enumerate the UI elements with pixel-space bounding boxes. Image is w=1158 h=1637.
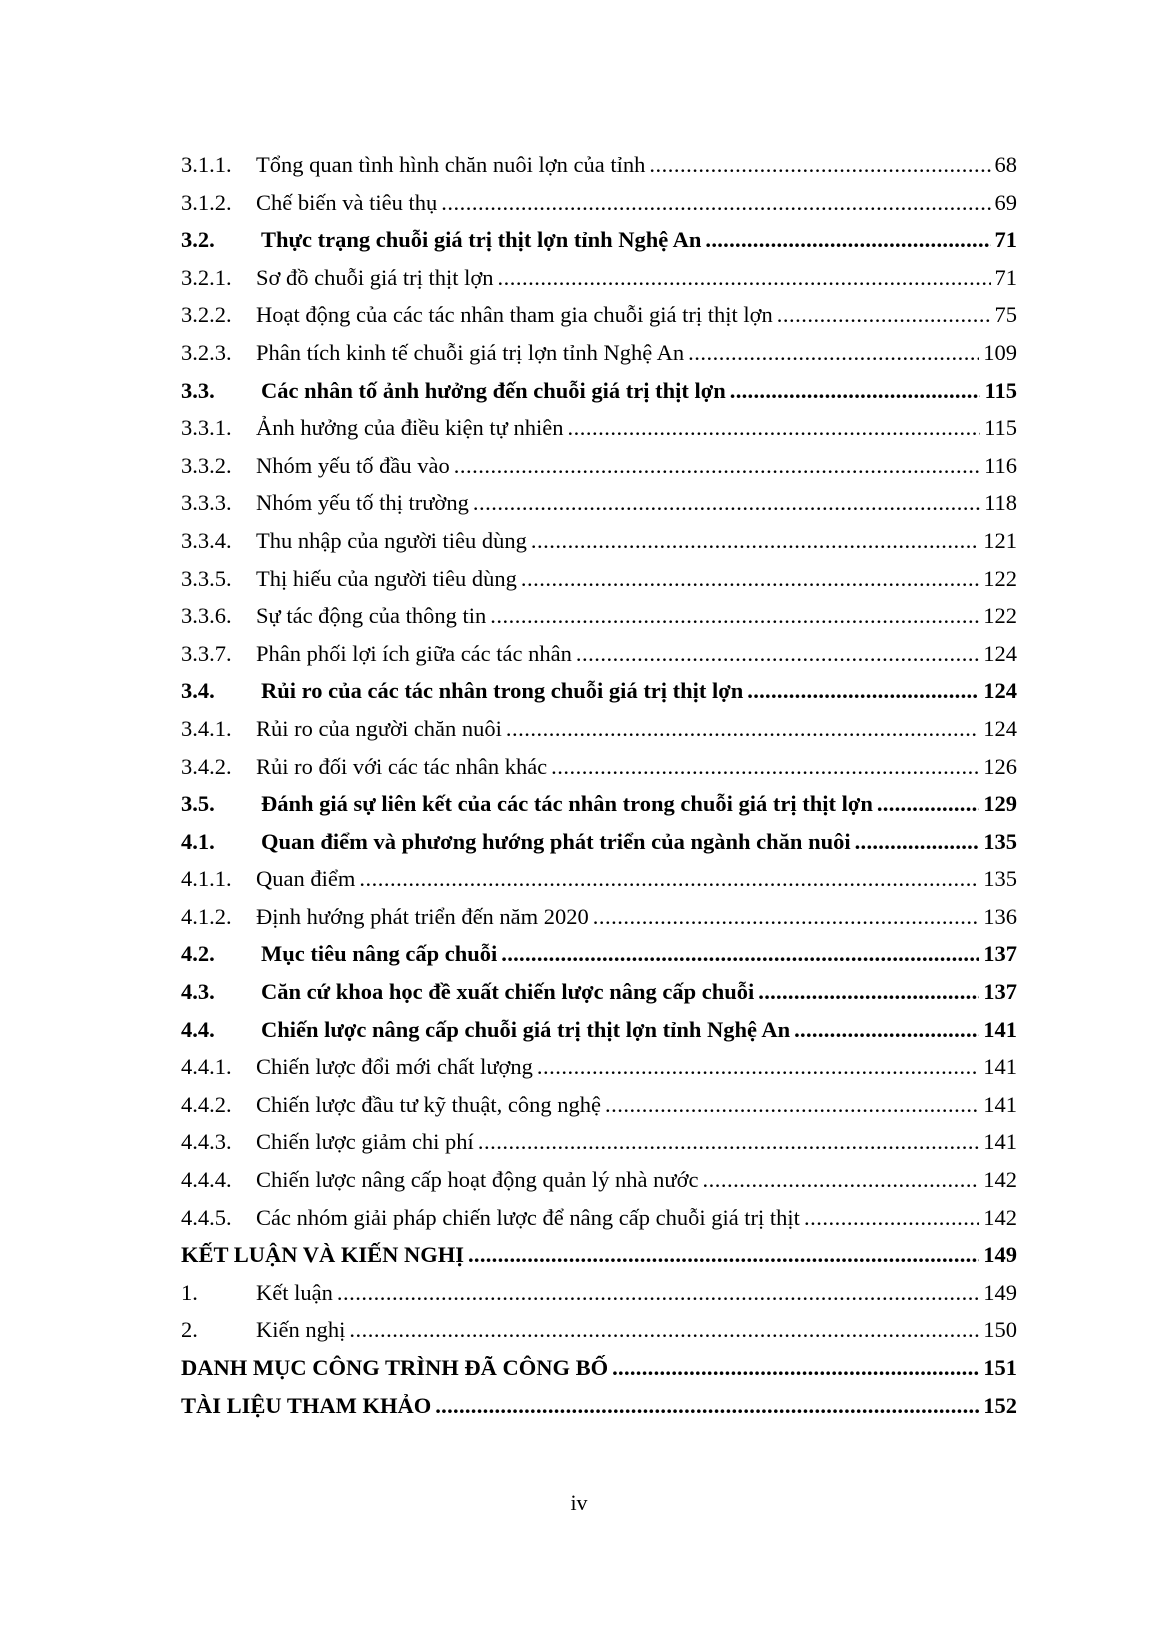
toc-entry-title: Sự tác động của thông tin	[256, 603, 487, 629]
toc-entry-number: 2.	[181, 1317, 198, 1343]
toc-entry-title: DANH MỤC CÔNG TRÌNH ĐÃ CÔNG BỐ	[181, 1355, 609, 1380]
toc-entry-title: Đánh giá sự liên kết của các tác nhân trong chuỗi giá trị thịt lợn	[261, 791, 873, 817]
toc-entry-number: 3.3.5.	[181, 565, 232, 591]
toc-entry[interactable]	[181, 484, 1017, 522]
toc-entry[interactable]	[181, 935, 1017, 973]
dot-leader	[521, 560, 979, 598]
dot-leader	[490, 597, 979, 635]
dot-leader	[688, 334, 979, 372]
dot-leader	[605, 1086, 979, 1124]
toc-entry-title: Phân tích kinh tế chuỗi giá trị lợn tỉnh Nghệ An	[256, 339, 685, 365]
dot-leader	[441, 184, 990, 222]
dot-leader	[855, 823, 980, 861]
toc-entry-page: 126	[983, 753, 1017, 779]
toc-entry-number: 3.3.2.	[181, 452, 232, 478]
toc-entry-title: Sơ đồ chuỗi giá trị thịt lợn	[256, 264, 494, 290]
toc-entry-title: Các nhóm giải pháp chiến lược để nâng cấp chuỗi giá trị thịt	[256, 1204, 800, 1230]
toc-entry-title: KẾT LUẬN VÀ KIẾN NGHỊ	[181, 1242, 464, 1268]
toc-entry-page: 149	[983, 1279, 1017, 1305]
toc-entry-number: 4.4.3.	[181, 1129, 232, 1155]
dot-leader	[478, 1123, 979, 1161]
toc-entry-number: 3.3.4.	[181, 527, 232, 553]
toc-entry-number: 1.	[181, 1279, 198, 1305]
toc-entry-number: 4.1.	[181, 828, 215, 854]
toc-entry-title: Chế biến và tiêu thụ	[256, 189, 438, 215]
toc-entry-page: 142	[983, 1204, 1017, 1230]
toc-entry[interactable]	[181, 221, 1017, 259]
toc-entry[interactable]	[181, 973, 1017, 1011]
toc-entry-page: 118	[984, 490, 1017, 516]
toc-entry[interactable]	[181, 898, 1017, 936]
toc-entry[interactable]	[181, 860, 1017, 898]
dot-leader	[537, 1048, 979, 1086]
toc-entry[interactable]	[181, 1236, 1017, 1274]
dot-leader	[730, 372, 981, 410]
toc-entry-page: 109	[983, 339, 1017, 365]
toc-entry-title: Rủi ro của người chăn nuôi	[256, 715, 502, 741]
toc-entry[interactable]	[181, 409, 1017, 447]
toc-entry-title: Mục tiêu nâng cấp chuỗi	[261, 941, 498, 967]
toc-entry-number: 4.3.	[181, 979, 215, 1005]
dot-leader	[454, 447, 980, 485]
toc-entry-page: 135	[983, 828, 1017, 854]
toc-entry-title: Chiến lược đổi mới chất lượng	[256, 1054, 533, 1080]
toc-entry-number: 4.2.	[181, 941, 215, 967]
page-number: iv	[570, 1490, 588, 1515]
toc-entry-number: 3.1.1.	[181, 152, 232, 177]
toc-entry-page: 141	[983, 1016, 1017, 1042]
toc-entry[interactable]	[181, 146, 1017, 184]
toc-entry-number: 3.1.2.	[181, 189, 232, 215]
toc-entry-number: 3.4.2.	[181, 753, 232, 779]
dot-leader	[498, 259, 991, 297]
toc-entry[interactable]	[181, 1387, 1017, 1425]
toc-entry-title: Kết luận	[256, 1279, 333, 1305]
toc-entry[interactable]	[181, 1086, 1017, 1124]
toc-entry[interactable]	[181, 1048, 1017, 1086]
toc-entry-number: 3.3.1.	[181, 415, 232, 441]
toc-entry-title: Ảnh hưởng của điều kiện tự nhiên	[256, 415, 564, 441]
dot-leader	[551, 748, 979, 786]
toc-entry-title: Căn cứ khoa học đề xuất chiến lược nâng cấp chuỗi	[261, 979, 755, 1005]
toc-entry-page: 68	[994, 152, 1017, 177]
toc-entry[interactable]	[181, 259, 1017, 297]
dot-leader	[501, 935, 979, 973]
dot-leader	[531, 522, 979, 560]
toc-entry-title: Các nhân tố ảnh hưởng đến chuỗi giá trị thịt lợn	[261, 377, 726, 403]
toc-entry-number: 4.1.2.	[181, 903, 232, 929]
toc-entry[interactable]	[181, 372, 1017, 410]
toc-entry[interactable]	[181, 710, 1017, 748]
toc-entry-title: Rủi ro của các tác nhân trong chuỗi giá trị thịt lợn	[261, 678, 744, 704]
dot-leader	[702, 1161, 979, 1199]
dot-leader	[468, 1236, 979, 1274]
toc-entry[interactable]	[181, 1199, 1017, 1237]
dot-leader	[877, 785, 979, 823]
toc-entry-page: 71	[994, 264, 1017, 290]
dot-leader	[758, 973, 979, 1011]
toc-entry[interactable]	[181, 672, 1017, 710]
toc-entry-title: Rủi ro đối với các tác nhân khác	[256, 753, 548, 779]
dot-leader	[567, 409, 980, 447]
toc-entry[interactable]	[181, 296, 1017, 334]
toc-entry-number: 3.3.7.	[181, 640, 232, 666]
toc-entry-page: 129	[983, 791, 1017, 817]
toc-entry-page: 116	[984, 452, 1017, 478]
toc-entry-page: 150	[983, 1317, 1017, 1343]
toc-entry-title: Chiến lược nâng cấp hoạt động quản lý nhà nước	[256, 1167, 699, 1193]
dot-leader	[649, 146, 990, 184]
toc-entry-page: 71	[994, 227, 1017, 253]
toc-entry[interactable]	[181, 785, 1017, 823]
toc-entry-title: Định hướng phát triển đến năm 2020	[256, 903, 589, 929]
toc-entry-number: 3.2.1.	[181, 264, 232, 290]
toc-entry-number: 3.5.	[181, 791, 215, 817]
toc-entry[interactable]	[181, 1011, 1017, 1049]
toc-entry-title: Hoạt động của các tác nhân tham gia chuỗi giá trị thịt lợn	[256, 302, 773, 328]
toc-entry-page: 115	[984, 377, 1017, 403]
toc-entry-page: 137	[983, 941, 1017, 967]
toc-entry-title: Nhóm yếu tố thị trường	[256, 490, 469, 516]
toc-entry-title: Tổng quan tình hình chăn nuôi lợn của tỉnh	[256, 152, 646, 177]
toc-entry-page: 115	[984, 415, 1017, 441]
toc-entry-number: 3.3.	[181, 377, 215, 403]
dot-leader	[804, 1199, 979, 1237]
dot-leader	[435, 1387, 979, 1425]
dot-leader	[593, 898, 979, 936]
dot-leader	[612, 1349, 979, 1387]
toc-entry-page: 124	[983, 640, 1017, 666]
toc-entry[interactable]	[181, 560, 1017, 598]
toc-entry-number: 3.4.1.	[181, 715, 232, 741]
toc-entry-title: Quan điểm	[256, 866, 356, 892]
dot-leader	[506, 710, 979, 748]
dot-leader	[747, 672, 979, 710]
toc-entry-title: Quan điểm và phương hướng phát triển của ngành chăn nuôi	[261, 828, 851, 854]
dot-leader	[794, 1011, 979, 1049]
toc-entry-page: 141	[983, 1091, 1017, 1117]
toc-entry-number: 4.4.2.	[181, 1091, 232, 1117]
toc-entry-page: 141	[983, 1129, 1017, 1155]
toc-entry-number: 3.2.2.	[181, 302, 232, 328]
toc-entry-title: Nhóm yếu tố đầu vào	[256, 452, 450, 478]
toc-entry-page: 124	[983, 678, 1017, 704]
dot-leader	[359, 860, 979, 898]
toc-entry[interactable]	[181, 1123, 1017, 1161]
toc-entry-page: 152	[983, 1392, 1017, 1418]
toc-entry-title: Chiến lược đầu tư kỹ thuật, công nghệ	[256, 1091, 601, 1117]
toc-entry[interactable]	[181, 823, 1017, 861]
toc-entry-page: 151	[983, 1355, 1017, 1380]
toc-entry-page: 141	[983, 1054, 1017, 1080]
toc-entry-page: 137	[983, 979, 1017, 1005]
toc-entry-title: Kiến nghị	[256, 1317, 346, 1343]
toc-entry-page: 69	[994, 189, 1017, 215]
toc-entry-number: 4.4.	[181, 1016, 215, 1042]
toc-entry-number: 4.4.5.	[181, 1204, 232, 1230]
toc-entry-page: 124	[983, 715, 1017, 741]
toc-entry-number: 3.2.3.	[181, 339, 232, 365]
toc-entry[interactable]	[181, 522, 1017, 560]
dot-leader	[337, 1274, 979, 1312]
toc-entry-number: 4.4.4.	[181, 1167, 232, 1193]
toc-entry[interactable]	[181, 334, 1017, 372]
toc-entry[interactable]	[181, 635, 1017, 673]
toc-entry[interactable]	[181, 447, 1017, 485]
dot-leader	[705, 221, 990, 259]
toc-entry-title: Thu nhập của người tiêu dùng	[256, 527, 527, 553]
toc-entry-title: Thị hiếu của người tiêu dùng	[256, 565, 517, 591]
toc-entry-title: Phân phối lợi ích giữa các tác nhân	[256, 640, 572, 666]
toc-entry-page: 75	[994, 302, 1017, 328]
toc-entry-number: 3.3.6.	[181, 603, 232, 629]
toc-entry-number: 3.4.	[181, 678, 215, 704]
toc-entry-title: TÀI LIỆU THAM KHẢO	[181, 1392, 432, 1418]
toc-entry-page: 142	[983, 1167, 1017, 1193]
toc-entry-number: 3.3.3.	[181, 490, 232, 516]
toc-entry-number: 4.4.1.	[181, 1054, 232, 1080]
toc-entry-title: Chiến lược giảm chi phí	[256, 1129, 474, 1155]
toc-entry-page: 136	[983, 903, 1017, 929]
toc-entry-page: 149	[983, 1242, 1017, 1268]
toc-entry[interactable]	[181, 748, 1017, 786]
toc-entry-page: 122	[983, 603, 1017, 629]
toc-entry-title: Chiến lược nâng cấp chuỗi giá trị thịt lợn tỉnh Nghệ An	[261, 1016, 791, 1042]
toc-entry[interactable]	[181, 1274, 1017, 1312]
toc-entry[interactable]	[181, 1349, 1017, 1387]
toc-entry-title: Thực trạng chuỗi giá trị thịt lợn tỉnh Nghệ An	[261, 227, 702, 253]
toc-entry[interactable]	[181, 1161, 1017, 1199]
toc-entry[interactable]	[181, 184, 1017, 222]
dot-leader	[349, 1311, 979, 1349]
toc-entry[interactable]	[181, 597, 1017, 635]
toc-entry-page: 135	[983, 866, 1017, 892]
dot-leader	[576, 635, 979, 673]
table-of-contents	[181, 146, 1017, 1424]
toc-entry-number: 3.2.	[181, 227, 215, 253]
dot-leader	[473, 484, 980, 522]
toc-entry-number: 4.1.1.	[181, 866, 232, 892]
dot-leader	[777, 296, 991, 334]
toc-entry-page: 122	[983, 565, 1017, 591]
toc-entry[interactable]	[181, 1311, 1017, 1349]
toc-entry-page: 121	[983, 527, 1017, 553]
